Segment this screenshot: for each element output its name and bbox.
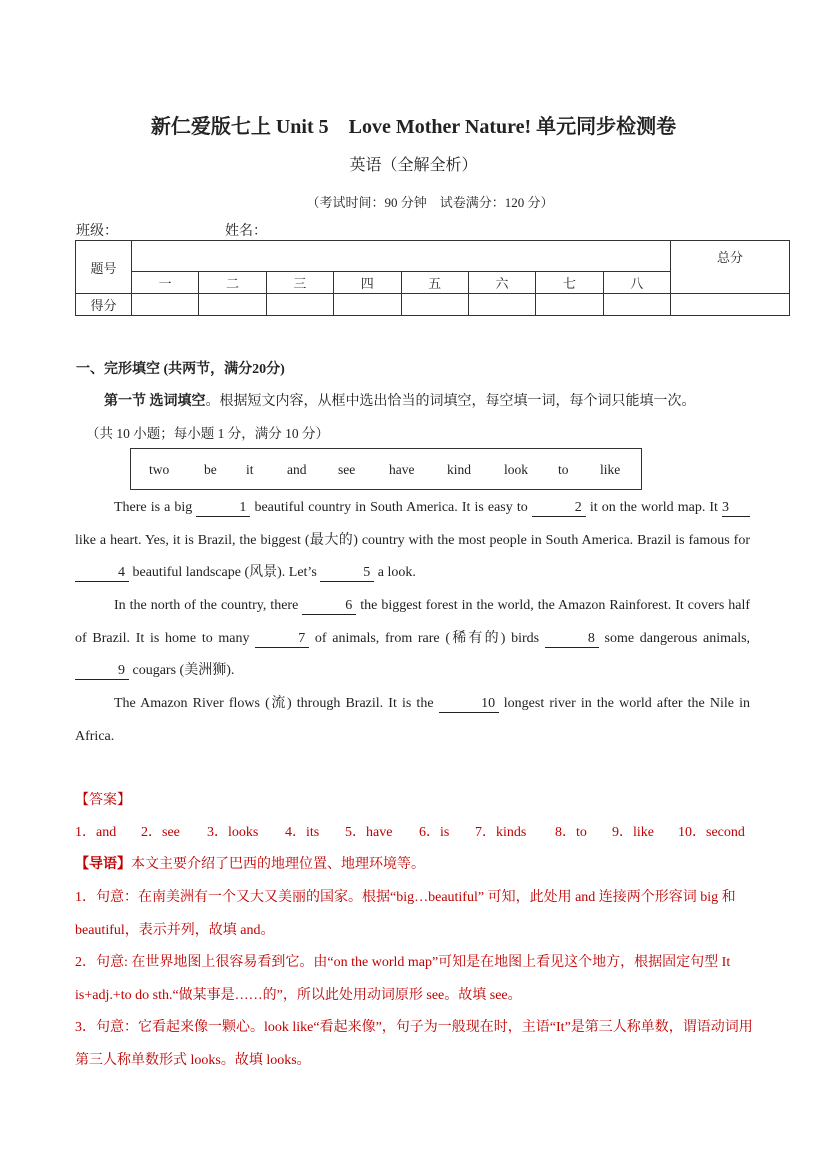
answer-item: 1．and [75, 825, 117, 840]
score-cell [199, 294, 266, 316]
blank-2: 2 [532, 500, 586, 517]
passage-text: a look. [377, 565, 416, 581]
part1-label: 第一节 选词填空 [104, 394, 206, 409]
blank-4: 4 [75, 565, 129, 582]
passage-text: beautiful country in South America. It is easy to [254, 500, 528, 515]
answer-item: 10．second [678, 825, 745, 840]
score-cell [266, 294, 333, 316]
passage-paragraph-3 [75, 688, 750, 753]
passage-text: some dangerous animals, [604, 630, 751, 646]
answer-item: 4．its [285, 825, 320, 840]
answer-label: 【答案】 [75, 793, 131, 808]
blank-5: 5 [320, 565, 374, 582]
word-item: two [149, 462, 170, 477]
score-cell [536, 294, 603, 316]
score-cell [401, 294, 468, 316]
blank-header-cell [132, 241, 671, 272]
passage-text: longest river in the world after the Nile in Africa. [75, 696, 751, 744]
total-score-cell [671, 294, 790, 316]
passage-text: it on the world map. It [589, 500, 718, 515]
column-label: 七 [536, 271, 603, 293]
blank-1: 1 [196, 500, 250, 517]
word-item: have [389, 462, 415, 477]
blank-10: 10 [439, 696, 499, 713]
guide-line [75, 849, 765, 882]
score-cell [603, 294, 670, 316]
document-subtitle: 英语（全解全析） [349, 157, 478, 174]
blank-3: 3 [722, 500, 750, 517]
blank-7: 7 [255, 631, 309, 648]
word-item: like [600, 462, 621, 477]
word-item: to [558, 462, 569, 477]
word-item: be [204, 462, 217, 477]
answer-item: 8．to [555, 825, 587, 840]
answer-item: 9．like [612, 825, 654, 840]
column-label: 五 [401, 271, 468, 293]
passage-text: The Amazon River flows (流) through Brazil. It is the [114, 696, 434, 711]
blank-9: 9 [75, 663, 129, 680]
part1-text: 。根据短文内容，从框中选出恰当的词填空，每空填一词，每个词只能填一次。 [205, 394, 696, 409]
explanation-3: 3．句意：它看起来像一颗心。look like“看起来像”，句子为一般现在时，主语“It”是第三人称单数，谓语动词用第三人称单数形式 looks。故填 looks。 [75, 1020, 753, 1068]
section-heading: 一、完形填空 (共两节，满分20分) [76, 362, 285, 377]
passage-text: There is a big [114, 500, 193, 515]
class-label: 班级： [76, 224, 118, 239]
score-table [75, 240, 790, 316]
score-cell [468, 294, 535, 316]
part1-instruction [104, 390, 696, 410]
column-label: 一 [132, 271, 199, 293]
defen-cell: 得分 [76, 294, 132, 316]
passage-paragraph-2 [75, 590, 750, 688]
passage-paragraph-1 [75, 492, 750, 590]
blank-8: 8 [545, 631, 599, 648]
answer-item: 5．have [345, 825, 393, 840]
name-label: 姓名： [225, 224, 267, 239]
score-cell [132, 294, 199, 316]
answer-item: 2．see [141, 825, 180, 840]
passage-text: like a heart. Yes, it is Brazil, the biggest (最大的) country with the most people in South America. Brazil is famous for [75, 532, 750, 548]
word-item: see [338, 462, 356, 477]
word-box [130, 448, 642, 490]
passage-text: In the north of the country, there [114, 598, 299, 613]
blank-6: 6 [302, 598, 356, 615]
explanation-1: 1．句意：在南美洲有一个又大又美丽的国家。根据“big…beautiful” 可知，此处用 and 连接两个形容词 big 和 beautiful，表示并列，故填 and。 [75, 890, 736, 938]
score-cell [334, 294, 401, 316]
total-cell: 总分 [671, 241, 790, 294]
name-row [76, 220, 267, 240]
column-label: 二 [199, 271, 266, 293]
document-title: 新仁爱版七上 Unit 5 Love Mother Nature! 单元同步检测卷 [150, 116, 677, 138]
passage-text: beautiful landscape (风景). Let’s [132, 565, 317, 581]
column-label: 六 [468, 271, 535, 293]
column-label: 八 [603, 271, 670, 293]
answer-list [75, 817, 765, 850]
word-item: kind [447, 462, 472, 477]
answer-item: 6．is [419, 825, 450, 840]
column-label: 三 [266, 271, 333, 293]
word-item: and [287, 462, 307, 477]
exam-info: （考试时间：90 分钟 试卷满分：120 分） [306, 195, 554, 210]
passage-text: of animals, from rare (稀有的) birds [314, 630, 540, 646]
word-item: it [246, 462, 254, 477]
answer-item: 3．looks [207, 825, 259, 840]
guide-text: 本文主要介绍了巴西的地理位置、地理环境等。 [131, 857, 425, 872]
word-item: look [504, 462, 529, 477]
passage-text: the biggest forest in the world, the Amazon Rainforest. It covers half of Brazil. It is home to many [75, 598, 751, 646]
explanation-2: 2．句意: 在世界地图上很容易看到它。由“on the world map”可知是在地图上看见这个地方，根据固定句型 It is+adj.+to do sth.“做某事是……的”，所以此处用动词原形 see。故填 see。 [75, 955, 731, 1003]
part1-note: （共 10 小题；每小题 1 分，满分 10 分） [86, 426, 329, 441]
answer-item: 7．kinds [475, 825, 527, 840]
column-label: 四 [334, 271, 401, 293]
passage-text: cougars (美洲狮). [132, 663, 235, 679]
tihao-cell: 题号 [76, 241, 132, 294]
guide-label: 【导语】 [75, 857, 131, 872]
